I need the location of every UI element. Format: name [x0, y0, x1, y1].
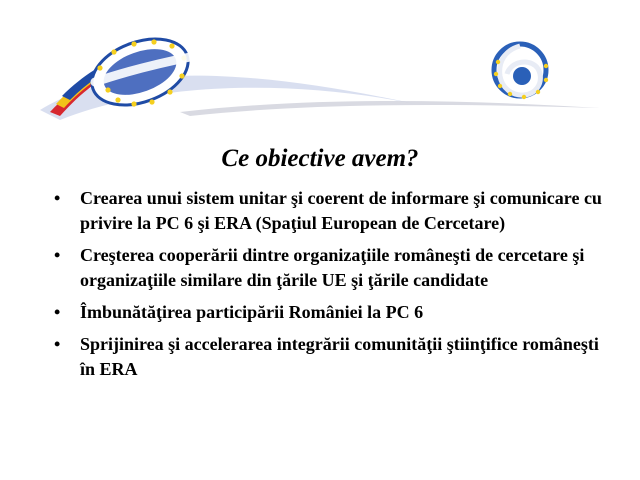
bullet-glyph: • [54, 302, 61, 322]
bullet-text: Crearea unui sistem unitar şi coerent de informare şi comunicare cu privire la PC 6 şi ERA (Spaţiul European de Cercetare) [80, 188, 602, 233]
list-item [48, 186, 608, 236]
list-item [48, 243, 608, 293]
bullet-text: Sprijinirea şi accelerarea integrării comunităţii ştiinţifice româneşti în ERA [80, 334, 599, 379]
bullet-text: Îmbunătăţirea participării României la PC 6 [80, 302, 424, 322]
fp6-logo [494, 44, 548, 99]
bullet-list [48, 186, 608, 389]
header-banner [0, 0, 640, 140]
slide-title: Ce obiective avem? [221, 145, 419, 172]
bullet-text: Creşterea cooperării dintre organizaţiile româneşti de cercetare şi organizaţiile similare din ţările UE şi ţările candidate [80, 245, 585, 290]
list-item [48, 300, 608, 325]
banner-swoosh [180, 101, 600, 116]
bullet-glyph: • [54, 334, 61, 354]
list-item [48, 332, 608, 382]
left-logo [40, 27, 420, 120]
bullet-glyph: • [54, 245, 61, 265]
bullet-glyph: • [54, 188, 61, 208]
